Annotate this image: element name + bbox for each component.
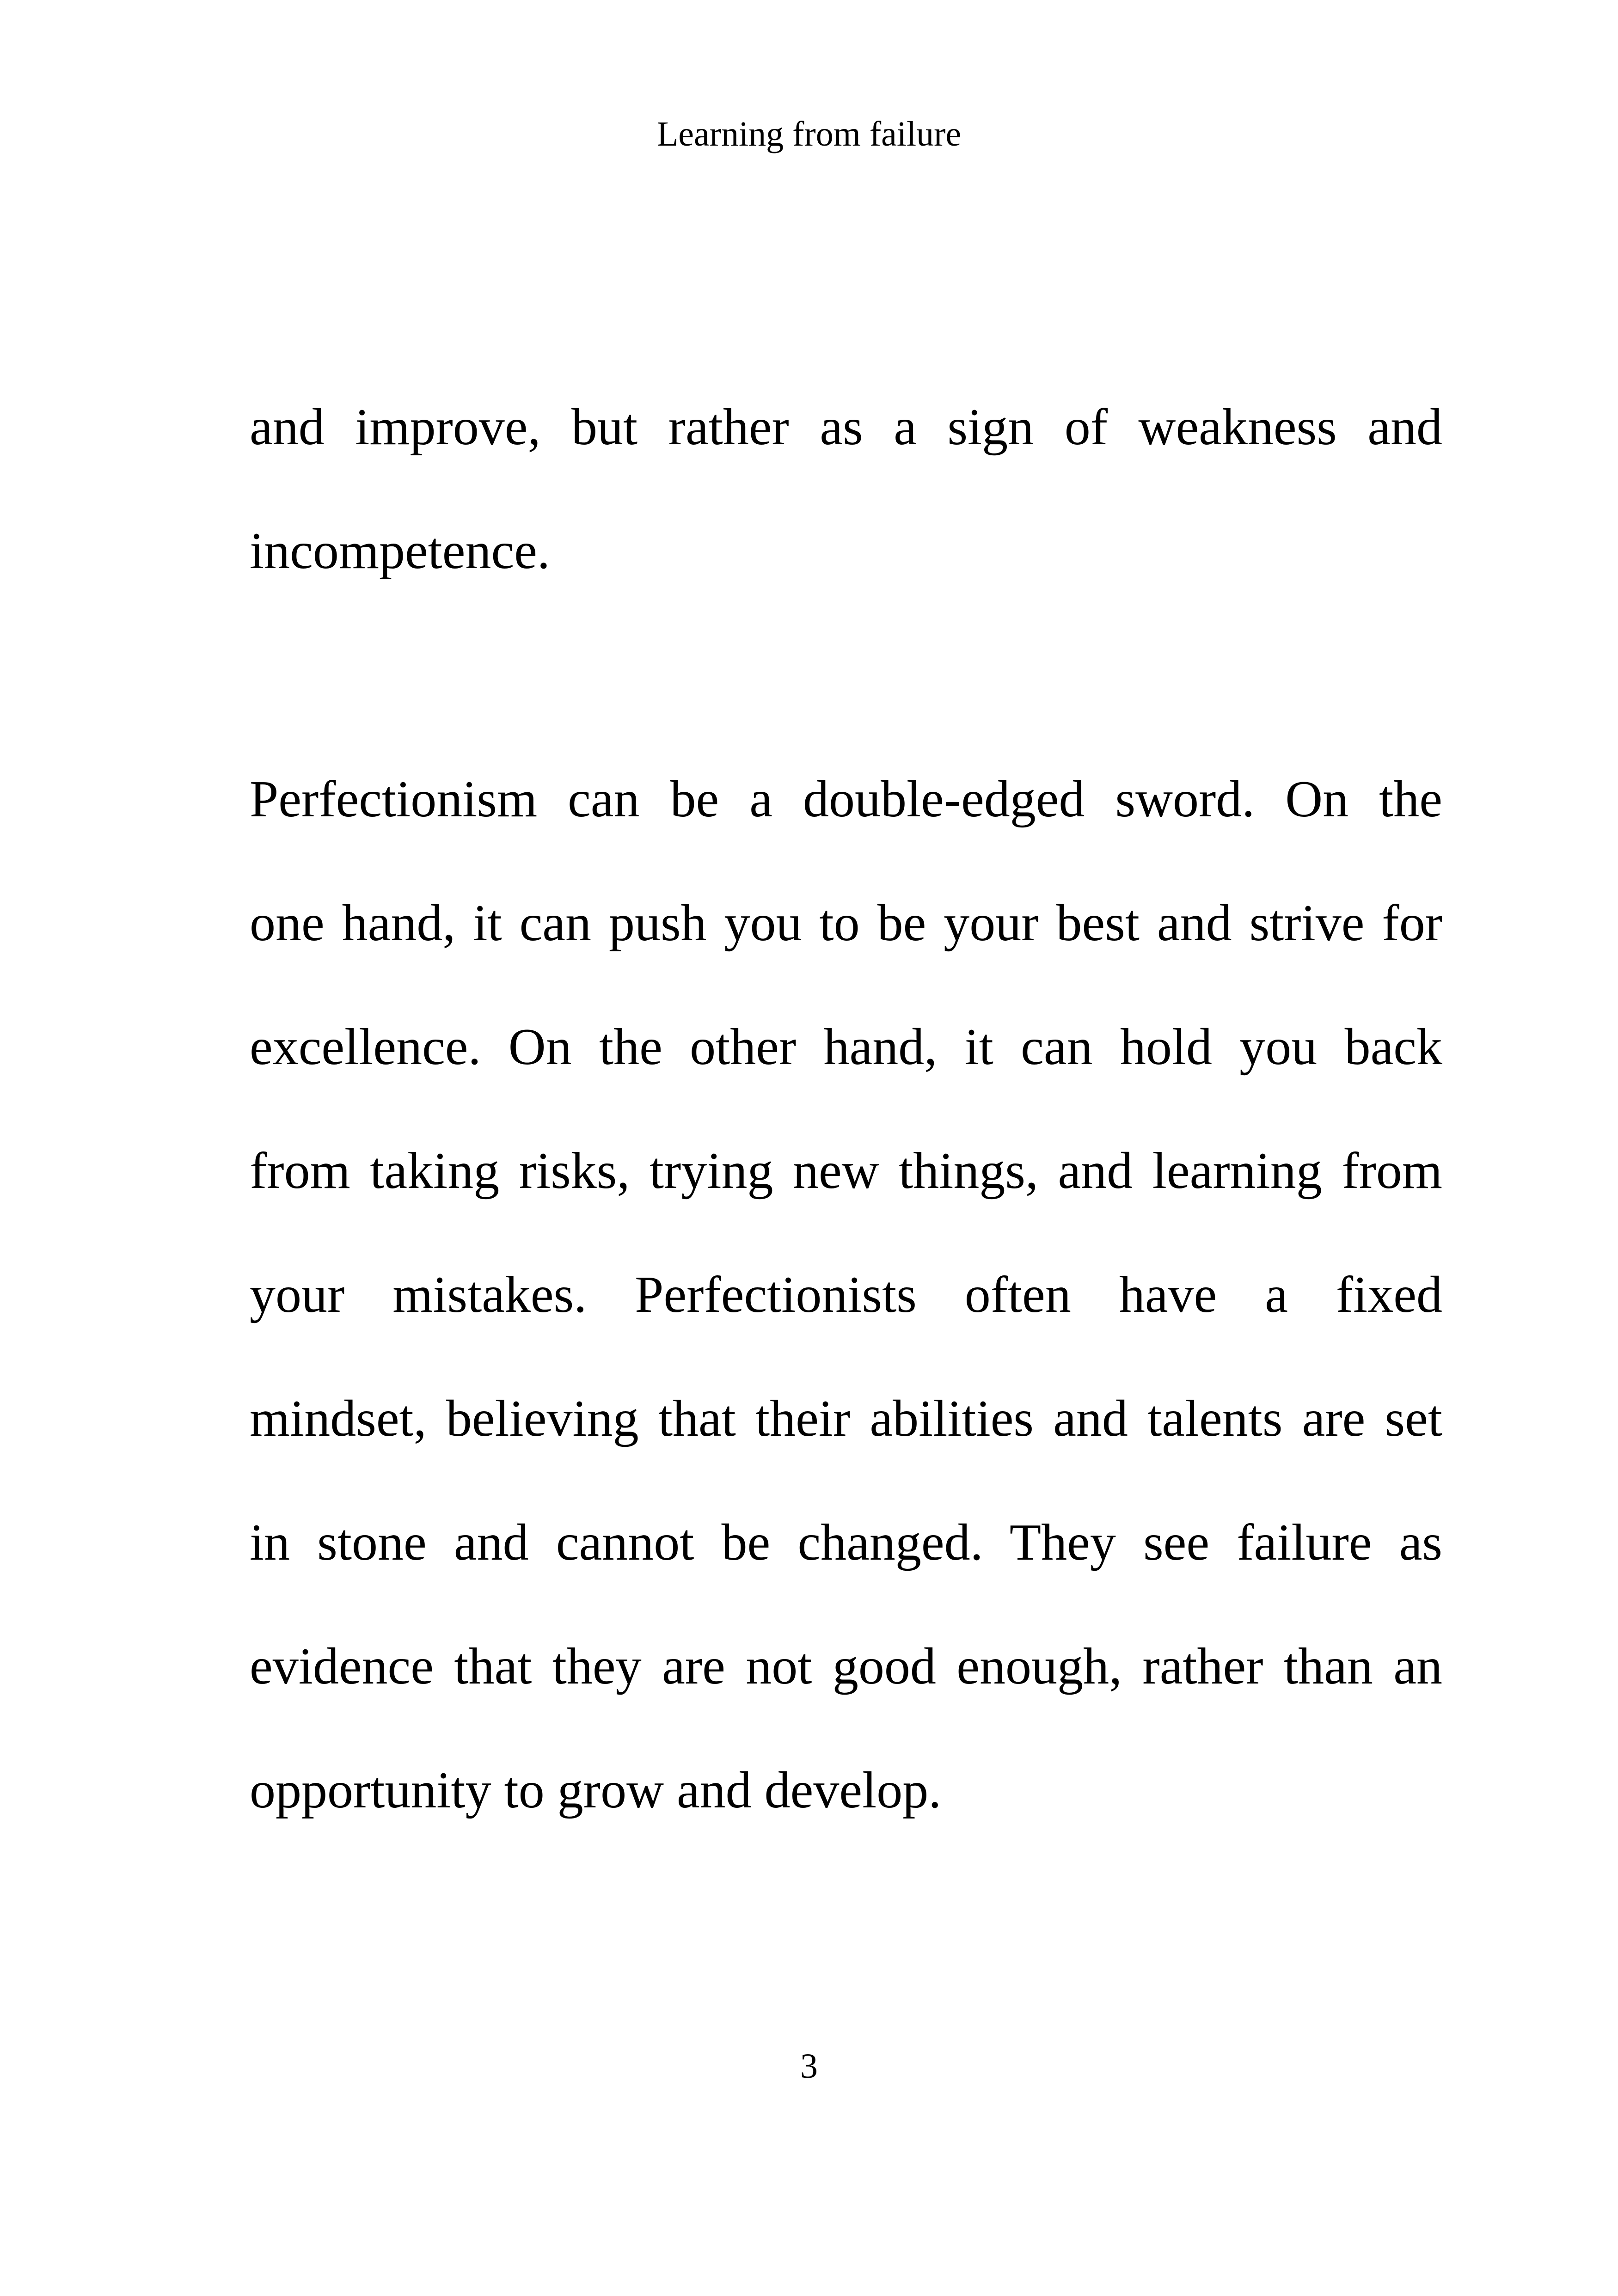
- running-header-title: Learning from failure: [656, 115, 962, 153]
- paragraph-line: in stone and cannot be changed. They see failure as: [250, 1514, 1442, 1571]
- paragraph-line: your mistakes. Perfectionists often have a fixed: [250, 1266, 1442, 1323]
- paragraph-line: one hand, it can push you to be your best and strive for: [250, 894, 1442, 952]
- paragraph-line: and improve, but rather as a sign of weakness and: [250, 398, 1442, 456]
- paragraph-line: from taking risks, trying new things, and learning from: [250, 1142, 1442, 1200]
- paragraph-1: [250, 365, 1442, 613]
- paragraph-line: excellence. On the other hand, it can hold you back: [250, 1018, 1442, 1076]
- paragraph-line: mindset, believing that their abilities and talents are set: [250, 1390, 1442, 1447]
- paragraph-line: evidence that they are not good enough, rather than an: [250, 1638, 1442, 1695]
- paragraph-line: opportunity to grow and develop.: [250, 1762, 942, 1819]
- page-number: 3: [800, 2047, 818, 2086]
- paragraph-line: incompetence.: [250, 522, 550, 580]
- paragraph-2: [250, 737, 1442, 1852]
- paragraph-line: Perfectionism can be a double-edged sword. On the: [250, 771, 1442, 828]
